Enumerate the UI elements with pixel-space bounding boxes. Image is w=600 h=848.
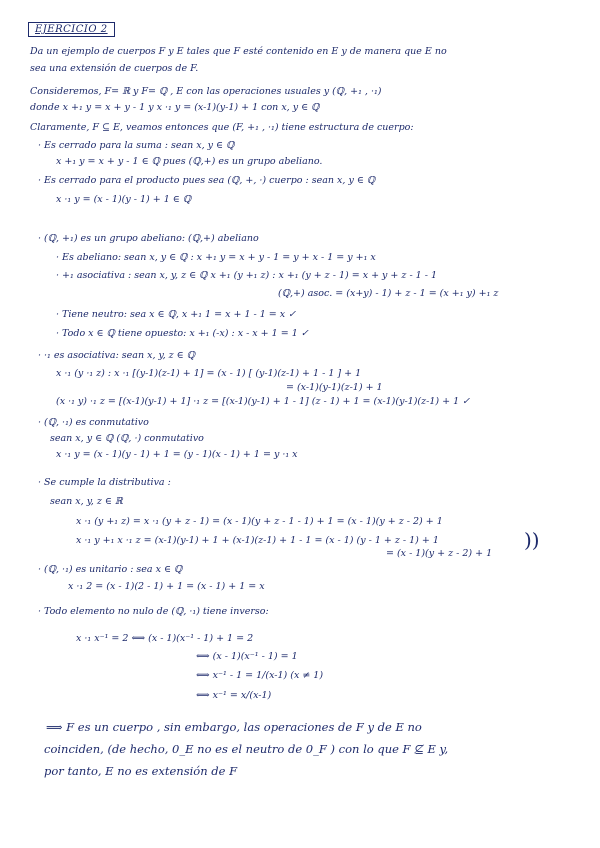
inverse-line-4: ⟺ x⁻¹ = x/(x-1) — [196, 690, 272, 701]
conclusion-line-1: ⟹ F es un cuerpo , sin embargo, las operaciones de F y de E no — [46, 720, 422, 734]
associative-sum-proof: · +₁ asociativa : sean x, y, z ∈ ℚ x +₁ (y +₁ z) : x +₁ (y + z - 1) = x + y + z - 1 - 1 — [56, 270, 438, 281]
statement-line-2: sea una extensión de cuerpos de F. — [30, 63, 199, 74]
setup-line-2: donde x +₁ y = x + y - 1 y x ·₁ y = (x-1)(y-1) + 1 con x, y ∈ ℚ — [30, 102, 320, 113]
closed-sum-proof: x +₁ y = x + y - 1 ∈ ℚ pues (ℚ,+) es un grupo abeliano. — [56, 156, 323, 167]
abelian-proof: · Es abeliano: sean x, y ∈ ℚ : x +₁ y = x + y - 1 = y + x - 1 = y +₁ x — [56, 252, 376, 263]
closed-product-proof: x ·₁ y = (x - 1)(y - 1) + 1 ∈ ℚ — [56, 194, 192, 205]
distributive-heading: · Se cumple la distributiva : — [38, 477, 171, 488]
unit-heading: · (ℚ, ·₁) es unitario : sea x ∈ ℚ — [38, 564, 183, 575]
closing-brace: )) — [524, 528, 540, 552]
claim-line: Claramente, F ⊆ E, veamos entonces que (F, +₁ , ·₁) tiene estructura de cuerpo: — [30, 122, 414, 133]
distributive-setup: sean x, y, z ∈ ℝ — [50, 496, 123, 507]
commutative-setup: sean x, y ∈ ℚ (ℚ, ·) conmutativo — [50, 433, 204, 444]
conclusion-line-3: por tanto, E no es extensión de F — [44, 764, 238, 778]
setup-line-1: Consideremos, F= ℝ y F= ℚ , E con las operaciones usuales y (ℚ, +₁ , ·₁) — [30, 86, 382, 97]
neutral-proof: · Tiene neutro: sea x ∈ ℚ, x +₁ 1 = x + 1 - 1 = x ✓ — [56, 309, 297, 320]
distributive-line-1: x ·₁ (y +₁ z) = x ·₁ (y + z - 1) = (x - 1)(y + z - 1 - 1) + 1 = (x - 1)(y + z - 2) + 1 — [76, 516, 443, 527]
inverse-line-2: ⟺ (x - 1)(x⁻¹ - 1) = 1 — [196, 651, 298, 662]
associative-sum-proof-2: (ℚ,+) asoc. = (x+y) - 1) + z - 1 = (x +₁ y) +₁ z — [278, 288, 499, 299]
distributive-line-3: = (x - 1)(y + z - 2) + 1 — [386, 548, 493, 559]
associative-product-line-3: (x ·₁ y) ·₁ z = [(x-1)(y-1) + 1] ·₁ z = [(x-1)(y-1) + 1 - 1] (z - 1) + 1 = (x-1)(y-1)(z-1) + 1 ✓ — [56, 396, 471, 407]
commutative-proof: x ·₁ y = (x - 1)(y - 1) + 1 = (y - 1)(x - 1) + 1 = y ·₁ x — [56, 449, 298, 460]
conclusion-line-2: coinciden, (de hecho, 0_E no es el neutro de 0_F ) con lo que F ⊈ E y, — [44, 742, 449, 756]
inverse-line-3: ⟺ x⁻¹ - 1 = 1/(x-1) (x ≠ 1) — [196, 670, 324, 681]
unit-proof: x ·₁ 2 = (x - 1)(2 - 1) + 1 = (x - 1) + 1 = x — [68, 581, 265, 592]
closed-product-heading: · Es cerrado para el producto pues sea (ℚ, +, ·) cuerpo : sean x, y ∈ ℚ — [38, 175, 376, 186]
closed-sum-heading: · Es cerrado para la suma : sean x, y ∈ ℚ — [38, 140, 235, 151]
associative-product-line-1: x ·₁ (y ·₁ z) : x ·₁ [(y-1)(z-1) + 1] = (x - 1) [ (y-1)(z-1) + 1 - 1 ] + 1 — [56, 368, 362, 379]
exercise-title: EJERCICIO 2 — [28, 22, 115, 37]
inverse-line-1: x ·₁ x⁻¹ = 2 ⟺ (x - 1)(x⁻¹ - 1) + 1 = 2 — [76, 633, 254, 644]
statement-line-1: Da un ejemplo de cuerpos F y E tales que F esté contenido en E y de manera que E no — [30, 46, 447, 57]
opposite-proof: · Todo x ∈ ℚ tiene opuesto: x +₁ (-x) : x - x + 1 = 1 ✓ — [56, 328, 309, 339]
abelian-group-heading: · (ℚ, +₁) es un grupo abeliano: (ℚ,+) abeliano — [38, 233, 259, 244]
commutative-heading: · (ℚ, ·₁) es conmutativo — [38, 417, 149, 428]
inverse-heading: · Todo elemento no nulo de (ℚ, ·₁) tiene inverso: — [38, 606, 269, 617]
distributive-line-2: x ·₁ y +₁ x ·₁ z = (x-1)(y-1) + 1 + (x-1)(z-1) + 1 - 1 = (x - 1) (y - 1 + z - 1) + 1 — [76, 535, 439, 546]
associative-product-heading: · ·₁ es asociativa: sean x, y, z ∈ ℚ — [38, 350, 195, 361]
associative-product-line-2: = (x-1)(y-1)(z-1) + 1 — [286, 382, 383, 393]
